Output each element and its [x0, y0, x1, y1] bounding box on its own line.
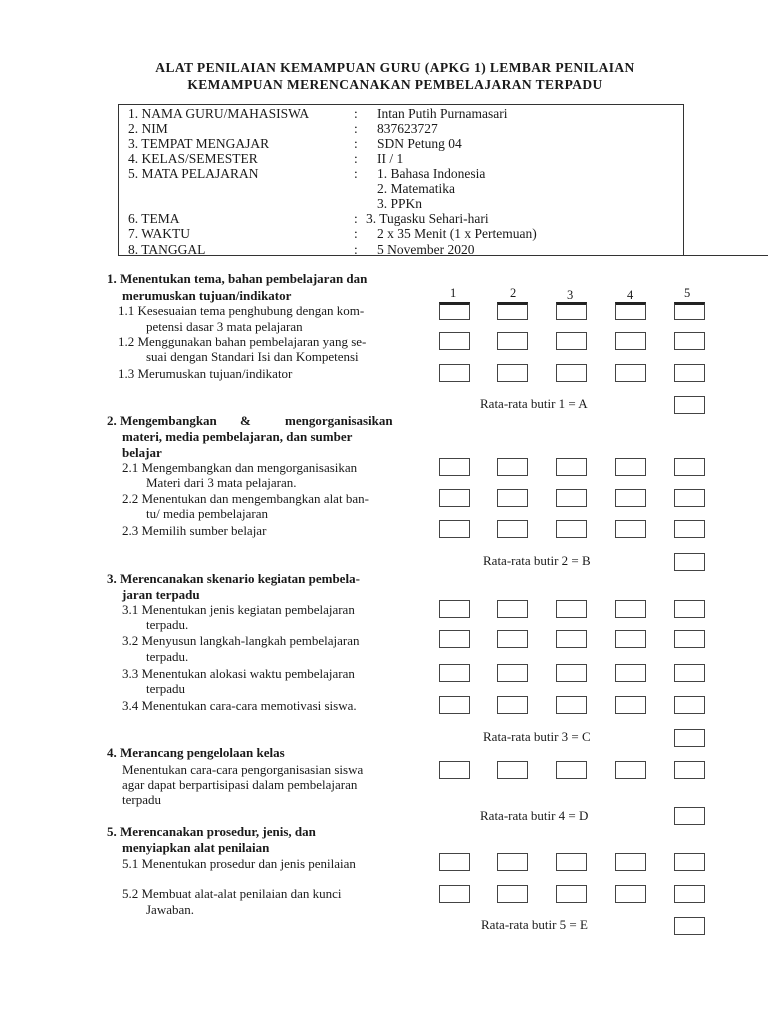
item-3-2-line-1: 3.2 Menyusun langkah-langkah pembelajaran	[122, 633, 360, 648]
item-2-1-line-2: Materi dari 3 mata pelajaran.	[146, 475, 297, 490]
rating-box-5-1-score-2[interactable]	[497, 853, 528, 871]
rating-box-1-1-score-2[interactable]	[497, 302, 528, 320]
info-sep-subject: :	[354, 166, 358, 181]
rating-box-2-2-score-3[interactable]	[556, 489, 587, 507]
rating-box-3-4-score-5[interactable]	[674, 696, 705, 714]
rating-box-4-score-4[interactable]	[615, 761, 646, 779]
rating-box-4-score-5[interactable]	[674, 761, 705, 779]
rating-box-3-3-score-3[interactable]	[556, 664, 587, 682]
rating-box-1-1-score-3[interactable]	[556, 302, 587, 320]
rating-box-3-1-score-5[interactable]	[674, 600, 705, 618]
item-5-1-line-1: 5.1 Menentukan prosedur dan jenis penilaian	[122, 856, 356, 871]
section-3-title-line-2: jaran terpadu	[122, 587, 200, 602]
section-1-title-line-1: 1. Menentukan tema, bahan pembelajaran dan	[107, 271, 368, 286]
average-box-section-3[interactable]	[674, 729, 705, 747]
item-1-3-line-1: 1.3 Merumuskan tujuan/indikator	[118, 366, 293, 381]
info-label-place: 3. TEMPAT MENGAJAR	[128, 136, 270, 151]
rating-box-5-2-score-3[interactable]	[556, 885, 587, 903]
rating-box-1-2-score-1[interactable]	[439, 332, 470, 350]
average-box-section-2[interactable]	[674, 553, 705, 571]
scale-label-5: 5	[684, 286, 691, 300]
rating-box-2-3-score-5[interactable]	[674, 520, 705, 538]
section-4-average-label: Rata-rata butir 4 = D	[480, 808, 589, 823]
info-value-name: Intan Putih Purnamasari	[377, 106, 508, 121]
form-title-line-2: KEMAMPUAN MERENCANAKAN PEMBELAJARAN TERPADU	[187, 77, 603, 92]
rating-box-2-3-score-2[interactable]	[497, 520, 528, 538]
info-sep-time: :	[354, 226, 358, 241]
rating-box-3-2-score-2[interactable]	[497, 630, 528, 648]
item-3-3-line-2: terpadu	[146, 681, 185, 696]
rating-box-1-1-score-5[interactable]	[674, 302, 705, 320]
item-1-2-line-2: suai dengan Standari Isi dan Kompetensi	[146, 349, 359, 364]
rating-box-3-3-score-2[interactable]	[497, 664, 528, 682]
rating-box-1-3-score-3[interactable]	[556, 364, 587, 382]
rating-box-2-2-score-2[interactable]	[497, 489, 528, 507]
item-2-2-line-2: tu/ media pembelajaran	[146, 506, 269, 521]
info-sep-nim: :	[354, 121, 358, 136]
average-box-section-4[interactable]	[674, 807, 705, 825]
rating-box-3-3-score-1[interactable]	[439, 664, 470, 682]
item-3-1-line-2: terpadu.	[146, 617, 189, 632]
section-2-title-line-1c: mengorganisasikan	[285, 413, 393, 428]
info-label-subject: 5. MATA PELAJARAN	[128, 166, 259, 181]
rating-box-3-3-score-5[interactable]	[674, 664, 705, 682]
item-4-line-2: agar dapat berpartisipasi dalam pembelajaran	[122, 777, 358, 792]
info-label-theme: 6. TEMA	[128, 211, 180, 226]
info-label-name: 1. NAMA GURU/MAHASISWA	[128, 106, 310, 121]
item-5-2-line-2: Jawaban.	[146, 902, 195, 917]
item-1-1-line-2: petensi dasar 3 mata pelajaran	[146, 319, 303, 334]
info-sep-place: :	[354, 136, 358, 151]
rating-box-2-1-score-1[interactable]	[439, 458, 470, 476]
rating-box-2-1-score-2[interactable]	[497, 458, 528, 476]
rating-box-3-2-score-3[interactable]	[556, 630, 587, 648]
form-title-line-1: ALAT PENILAIAN KEMAMPUAN GURU (APKG 1) LEMBAR PENILAIAN	[155, 60, 635, 75]
average-box-section-5[interactable]	[674, 917, 705, 935]
section-3-title-line-1: 3. Merencanakan skenario kegiatan pembela-	[107, 571, 360, 586]
rating-box-1-2-score-2[interactable]	[497, 332, 528, 350]
rating-box-5-2-score-1[interactable]	[439, 885, 470, 903]
section-1-average-label: Rata-rata butir 1 = A	[480, 396, 588, 411]
info-label-date: 8. TANGGAL	[128, 242, 206, 257]
item-3-1-line-1: 3.1 Menentukan jenis kegiatan pembelajaran	[122, 602, 355, 617]
scale-label-2: 2	[510, 286, 517, 300]
item-3-2-line-2: terpadu.	[146, 649, 189, 664]
info-sep-theme: :	[354, 211, 358, 226]
rating-box-5-1-score-3[interactable]	[556, 853, 587, 871]
rating-box-1-2-score-3[interactable]	[556, 332, 587, 350]
rating-box-2-3-score-4[interactable]	[615, 520, 646, 538]
rating-box-3-4-score-1[interactable]	[439, 696, 470, 714]
rating-box-2-2-score-5[interactable]	[674, 489, 705, 507]
info-label-class: 4. KELAS/SEMESTER	[128, 151, 258, 166]
section-2-average-label: Rata-rata butir 2 = B	[483, 553, 591, 568]
rating-box-3-2-score-4[interactable]	[615, 630, 646, 648]
rating-box-1-3-score-2[interactable]	[497, 364, 528, 382]
info-value-date: 5 November 2020	[377, 242, 475, 257]
rating-box-1-3-score-5[interactable]	[674, 364, 705, 382]
info-sep-date: :	[354, 242, 358, 257]
rating-box-2-2-score-4[interactable]	[615, 489, 646, 507]
rating-box-1-2-score-4[interactable]	[615, 332, 646, 350]
rating-box-5-1-score-5[interactable]	[674, 853, 705, 871]
info-value-subject-3: 3. PPKn	[377, 196, 423, 211]
section-1-title-line-2: merumuskan tujuan/indikator	[122, 288, 292, 303]
info-value-class: II / 1	[377, 151, 404, 166]
section-4-title-line-1: 4. Merancang pengelolaan kelas	[107, 745, 285, 760]
rating-box-1-2-score-5[interactable]	[674, 332, 705, 350]
rating-box-3-2-score-1[interactable]	[439, 630, 470, 648]
section-2-title-line-1b: &	[240, 413, 251, 428]
rating-box-3-1-score-1[interactable]	[439, 600, 470, 618]
rating-box-2-3-score-3[interactable]	[556, 520, 587, 538]
rating-box-5-2-score-4[interactable]	[615, 885, 646, 903]
item-2-1-line-1: 2.1 Mengembangkan dan mengorganisasikan	[122, 460, 358, 475]
info-label-nim: 2. NIM	[128, 121, 168, 136]
item-2-3-line-1: 2.3 Memilih sumber belajar	[122, 523, 267, 538]
section-2-title-line-1a: 2. Mengembangkan	[107, 413, 217, 428]
item-1-1-line-1: 1.1 Kesesuaian tema penghubung dengan kom-	[118, 303, 365, 318]
info-value-place: SDN Petung 04	[377, 136, 462, 151]
item-4-line-3: terpadu	[122, 792, 161, 807]
item-3-3-line-1: 3.3 Menentukan alokasi waktu pembelajaran	[122, 666, 355, 681]
section-5-average-label: Rata-rata butir 5 = E	[481, 917, 588, 932]
scale-label-4: 4	[627, 288, 634, 302]
rating-box-5-2-score-5[interactable]	[674, 885, 705, 903]
section-2-title-line-2: materi, media pembelajaran, dan sumber	[122, 429, 353, 444]
item-5-2-line-1: 5.2 Membuat alat-alat penilaian dan kunci	[122, 886, 342, 901]
item-4-line-1: Menentukan cara-cara pengorganisasian siswa	[122, 762, 364, 777]
item-2-2-line-1: 2.2 Menentukan dan mengembangkan alat ban-	[122, 491, 369, 506]
info-sep-class: :	[354, 151, 358, 166]
section-2-title-line-3: belajar	[122, 445, 162, 460]
scale-label-1: 1	[450, 286, 457, 300]
info-label-time: 7. WAKTU	[128, 226, 190, 241]
rating-box-5-1-score-4[interactable]	[615, 853, 646, 871]
average-box-section-1[interactable]	[674, 396, 705, 414]
rating-box-3-4-score-3[interactable]	[556, 696, 587, 714]
rating-box-2-2-score-1[interactable]	[439, 489, 470, 507]
info-value-subject-1: 1. Bahasa Indonesia	[377, 166, 486, 181]
rating-box-3-2-score-5[interactable]	[674, 630, 705, 648]
rating-box-5-2-score-2[interactable]	[497, 885, 528, 903]
section-3-average-label: Rata-rata butir 3 = C	[483, 729, 591, 744]
scale-label-3: 3	[567, 288, 574, 302]
rating-box-1-3-score-4[interactable]	[615, 364, 646, 382]
info-value-theme: 3. Tugasku Sehari-hari	[366, 211, 489, 226]
rating-box-1-1-score-1[interactable]	[439, 302, 470, 320]
rating-box-3-4-score-2[interactable]	[497, 696, 528, 714]
rating-box-1-3-score-1[interactable]	[439, 364, 470, 382]
rating-box-3-4-score-4[interactable]	[615, 696, 646, 714]
identity-table-extension-line	[684, 255, 768, 256]
info-value-time: 2 x 35 Menit (1 x Pertemuan)	[377, 226, 537, 241]
info-value-nim: 837623727	[377, 121, 438, 136]
rating-box-2-1-score-4[interactable]	[615, 458, 646, 476]
item-3-4-line-1: 3.4 Menentukan cara-cara memotivasi siswa.	[122, 698, 357, 713]
rating-box-3-1-score-2[interactable]	[497, 600, 528, 618]
rating-box-3-1-score-4[interactable]	[615, 600, 646, 618]
rating-box-4-score-3[interactable]	[556, 761, 587, 779]
rating-box-4-score-2[interactable]	[497, 761, 528, 779]
rating-box-2-1-score-5[interactable]	[674, 458, 705, 476]
item-1-2-line-1: 1.2 Menggunakan bahan pembelajaran yang se-	[118, 334, 367, 349]
rating-box-3-1-score-3[interactable]	[556, 600, 587, 618]
rating-box-2-1-score-3[interactable]	[556, 458, 587, 476]
info-sep-name: :	[354, 106, 358, 121]
rating-box-1-1-score-4[interactable]	[615, 302, 646, 320]
rating-box-5-1-score-1[interactable]	[439, 853, 470, 871]
info-value-subject-2: 2. Matematika	[377, 181, 455, 196]
section-5-title-line-1: 5. Merencanakan prosedur, jenis, dan	[107, 824, 316, 839]
rating-box-3-3-score-4[interactable]	[615, 664, 646, 682]
section-5-title-line-2: menyiapkan alat penilaian	[122, 840, 270, 855]
rating-box-4-score-1[interactable]	[439, 761, 470, 779]
rating-box-2-3-score-1[interactable]	[439, 520, 470, 538]
